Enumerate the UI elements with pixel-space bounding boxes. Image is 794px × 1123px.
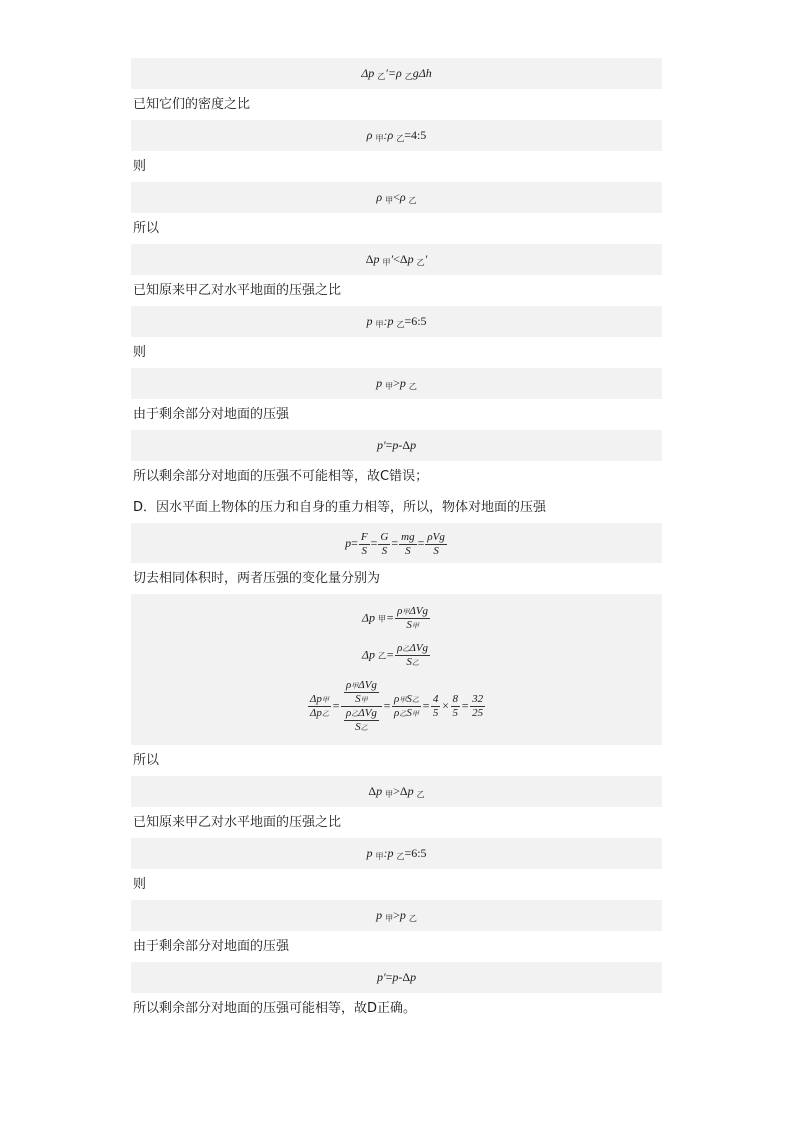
text-line-12: 则 [133, 877, 147, 892]
text-line-5: 则 [133, 345, 147, 360]
equation-1: Δp $_乙$′=ρ $_乙$gΔh [131, 58, 662, 89]
equation-11: $\frac{\text{Δp甲}}{\text{Δp乙}}$ = $\frac{\frac{\text{ρ甲ΔVg}}{\text{S甲}}}{\frac{\text{ρ乙ΔVg}}{\text{S乙}}}$ = $\frac{\text{ρ甲S乙}}{\text{ρ乙S甲}}$ = $\frac{4}{5}$ × $\frac{8}{5}$ = $\frac{32}{25}$ [309, 679, 484, 733]
equation-12: Δp $_甲$>Δp $_乙$ [131, 776, 662, 807]
equation-6: p $_甲$>p $_乙$ [131, 368, 662, 399]
equation-5: p $_甲$:p $_乙$=6:5 [131, 306, 662, 337]
text-line-11: 已知原来甲乙对水平地面的压强之比 [133, 815, 342, 830]
equation-10: Δp 乙= $\frac{\text{ρ乙ΔVg}}{\text{S乙}}$ [361, 642, 429, 668]
equation-3: ρ $_甲$<ρ $_乙$ [131, 182, 662, 213]
text-line-9: 切去相同体积时，两者压强的变化量分别为 [133, 571, 381, 586]
text-line-2: 则 [133, 159, 147, 174]
text-line-14: 所以剩余部分对地面的压强可能相等，故D正确。 [133, 1001, 417, 1016]
equation-13: p $_甲$:p $_乙$=6:5 [131, 838, 662, 869]
equation-7: p′=p-Δp [131, 430, 662, 461]
equation-14: p $_甲$>p $_乙$ [131, 900, 662, 931]
equation-9: Δp 甲= $\frac{\text{ρ甲ΔVg}}{\text{S甲}}$ [361, 605, 429, 631]
text-line-13: 由于剩余部分对地面的压强 [133, 939, 290, 954]
text-line-6: 由于剩余部分对地面的压强 [133, 407, 290, 422]
equation-block [131, 594, 662, 745]
text-line-10: 所以 [133, 753, 160, 768]
equation-4: Δp $_甲$′<Δp $_乙$′ [131, 244, 662, 275]
equation-8: p= $\frac{F}{S}$ = $\frac{G}{S}$ = $\frac{mg}{S}$ = $\frac{\text{ρVg}}{S}$ [131, 523, 662, 563]
text-line-8: D．因水平面上物体的压力和自身的重力相等，所以，物体对地面的压强 [133, 500, 547, 515]
equation-15: p′=p-Δp [131, 962, 662, 993]
text-line-3: 所以 [133, 221, 160, 236]
solution-page [131, 58, 662, 1024]
text-line-4: 已知原来甲乙对水平地面的压强之比 [133, 283, 342, 298]
equation-2: ρ $_甲$:ρ $_乙$=4:5 [131, 120, 662, 151]
text-line-7: 所以剩余部分对地面的压强不可能相等，故C错误； [133, 469, 429, 484]
text-line-1: 已知它们的密度之比 [133, 97, 251, 112]
